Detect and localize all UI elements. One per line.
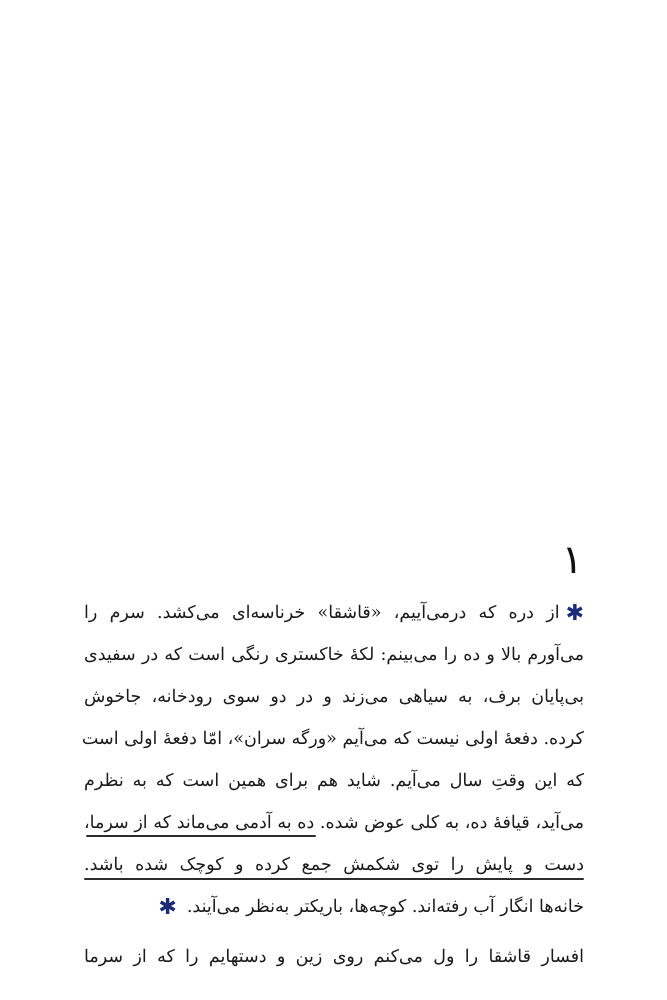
- line-text: که این وقتِ سال می‌آیم. شاید هم برای همین است که به نظرم: [84, 771, 584, 791]
- handwritten-underline: [86, 835, 316, 837]
- paragraph-text: [81, 592, 584, 978]
- text-line-5: [84, 760, 584, 802]
- text-line-9: [84, 936, 584, 978]
- text-line-7: [84, 844, 584, 886]
- chapter-number: ١: [561, 537, 583, 583]
- text-line-3: [84, 676, 584, 718]
- handwritten-underline: [84, 878, 584, 880]
- text-line-4: [81, 718, 584, 760]
- line-text: از دره که درمی‌آییم، «قاشقا» خرناسه‌ای می‌کشد. سرم را: [84, 603, 560, 623]
- text-line-8: [84, 886, 584, 928]
- line-text: خانه‌ها انگار آب رفته‌اند. کوچه‌ها، باریکتر به‌نظر می‌آیند.: [186, 897, 584, 917]
- line-text: افسار قاشقا را ول می‌کنم روی زین و دستهایم را که از سرما: [84, 947, 584, 967]
- asterisk-mark-icon: ✱: [565, 600, 584, 626]
- line-text: کرده. دفعهٔ اولی نیست که می‌آیم «ورگه سران»، امّا دفعهٔ اولی است: [81, 729, 584, 749]
- line-text: می‌آید، قیافهٔ ده، به کلی عوض شده. ده به آدمی می‌ماند که از سرما،: [84, 813, 584, 833]
- text-line-1: [84, 592, 584, 634]
- text-line-6: [84, 802, 584, 844]
- text-line-2: [84, 634, 584, 676]
- line-text: بی‌پایان برف، به سیاهی می‌زند و در دو سوی رودخانه، جاخوش: [84, 687, 584, 707]
- asterisk-mark-icon: ✱: [158, 894, 177, 920]
- line-text: می‌آورم بالا و ده را می‌بینم: لکهٔ خاکستری رنگی است که در سفیدی: [84, 645, 584, 665]
- line-text: دست و پایش را توی شکمش جمع کرده و کوچک شده باشد.: [84, 855, 584, 875]
